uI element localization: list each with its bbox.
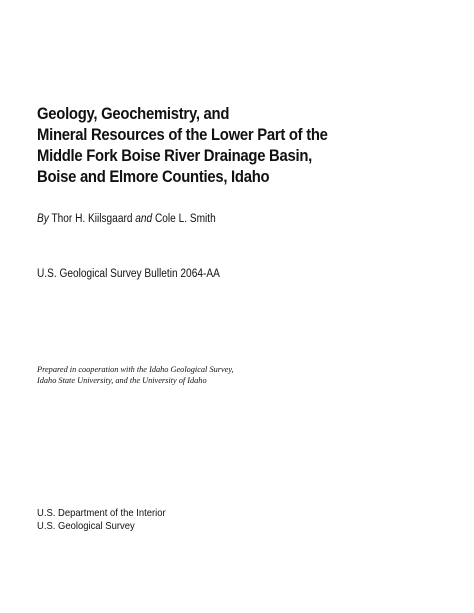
- byline-by: By: [37, 213, 49, 225]
- agency-line-1: U.S. Department of the Interior: [37, 507, 166, 519]
- byline-and: and: [135, 213, 153, 225]
- author-name-2: Cole L. Smith: [154, 213, 216, 225]
- cooperation-line-1: Prepared in cooperation with the Idaho Geological Survey,: [37, 365, 234, 374]
- title-line-4: Boise and Elmore Counties, Idaho: [37, 168, 270, 186]
- bulletin-series: U.S. Geological Survey Bulletin 2064-AA: [37, 268, 220, 280]
- publisher-agency: [37, 507, 166, 532]
- title-line-1: Geology, Geochemistry, and: [37, 105, 230, 123]
- author-name-1: Thor H. Kiilsgaard: [51, 213, 133, 225]
- author-byline: [37, 212, 216, 226]
- agency-line-2: U.S. Geological Survey: [37, 519, 135, 532]
- report-title: [37, 104, 415, 188]
- title-line-3: Middle Fork Boise River Drainage Basin,: [37, 147, 313, 165]
- title-line-2: Mineral Resources of the Lower Part of the: [37, 126, 328, 144]
- cooperation-line-2: Idaho State University, and the University of Idaho: [37, 376, 207, 385]
- cooperation-note: [37, 364, 234, 386]
